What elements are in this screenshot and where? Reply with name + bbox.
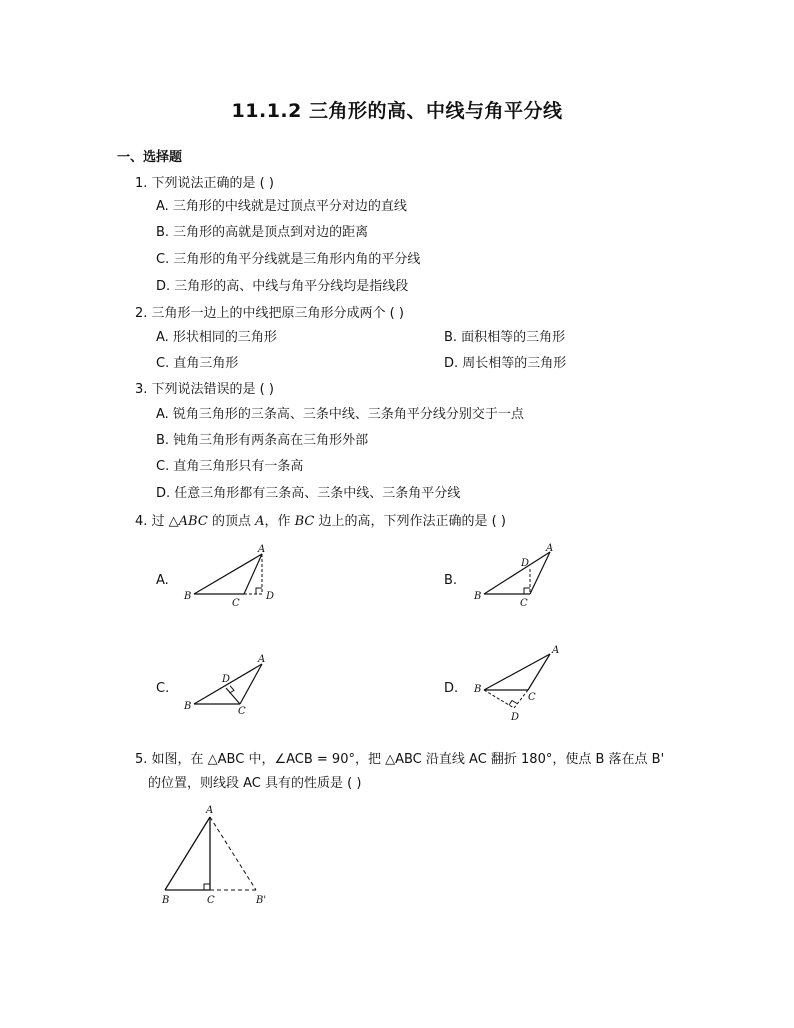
point-label-b: B — [474, 591, 482, 602]
q2-option-c: C. 直角三角形 — [156, 356, 239, 371]
question-2-stem: 2. 三角形一边上的中线把原三角形分成两个 ( ) — [135, 306, 404, 321]
q4-option-d-label: D. — [444, 681, 459, 696]
q4-option-a-label: A. — [156, 573, 169, 588]
q1-option-b: B. 三角形的高就是顶点到对边的距离 — [156, 225, 369, 240]
point-label-a: A — [546, 543, 554, 554]
q1-option-d: D. 三角形的高、中线与角平分线均是指线段 — [156, 279, 409, 294]
point-label-c: C — [528, 692, 536, 703]
q1-option-c: C. 三角形的角平分线就是三角形内角的平分线 — [156, 252, 421, 267]
point-label-d: D — [521, 558, 530, 569]
question-4-stem: 4. 过 △ABC 的顶点 A，作 BC 边上的高，下列作法正确的是 ( ) — [135, 514, 506, 529]
question-1-stem: 1. 下列说法正确的是 ( ) — [135, 176, 274, 191]
point-label-b: B — [474, 684, 482, 695]
q4-figure-c — [180, 650, 280, 720]
q4-figure-b — [470, 540, 570, 610]
point-label-d: D — [511, 712, 520, 723]
point-label-c: C — [207, 895, 215, 906]
point-label-a: A — [258, 544, 266, 555]
point-label-c: C — [520, 598, 528, 609]
section-heading: 一、选择题 — [117, 150, 183, 165]
q1-option-a: A. 三角形的中线就是过顶点平分对边的直线 — [156, 199, 407, 214]
q3-option-d: D. 任意三角形都有三条高、三条中线、三条角平分线 — [156, 486, 461, 501]
point-label-d: D — [266, 591, 275, 602]
point-label-b: B — [184, 591, 192, 602]
point-label-b: B — [162, 895, 170, 906]
q3-option-a: A. 锐角三角形的三条高、三条中线、三条角平分线分别交于一点 — [156, 407, 524, 422]
q2-option-a: A. 形状相同的三角形 — [156, 330, 277, 345]
page-title: 11.1.2 三角形的高、中线与角平分线 — [231, 100, 563, 122]
point-label-a: A — [206, 805, 214, 816]
point-label-a: A — [552, 645, 560, 656]
question-5-stem-line-1: 5. 如图，在 △ABC 中，∠ACB = 90°，把 △ABC 沿直线 AC 翻折 180°，使点 B 落在点 B' — [135, 752, 665, 767]
question-3-stem: 3. 下列说法错误的是 ( ) — [135, 382, 274, 397]
q4-option-c-label: C. — [156, 681, 170, 696]
point-label-c: C — [232, 598, 240, 609]
q3-option-c: C. 直角三角形只有一条高 — [156, 459, 304, 474]
q4-figure-d — [470, 640, 570, 730]
q4-figure-a — [180, 540, 280, 610]
q2-option-b: B. 面积相等的三角形 — [444, 330, 566, 345]
point-label-b-prime: B' — [256, 895, 267, 906]
point-label-d: D — [222, 674, 231, 685]
point-label-a: A — [258, 654, 266, 665]
q5-figure — [155, 800, 280, 910]
q3-option-b: B. 钝角三角形有两条高在三角形外部 — [156, 433, 369, 448]
q4-option-b-label: B. — [444, 573, 458, 588]
question-5-stem-line-2: 的位置，则线段 AC 具有的性质是 ( ) — [148, 776, 362, 791]
point-label-b: B — [184, 701, 192, 712]
q2-option-d: D. 周长相等的三角形 — [444, 356, 567, 371]
point-label-c: C — [238, 706, 246, 717]
